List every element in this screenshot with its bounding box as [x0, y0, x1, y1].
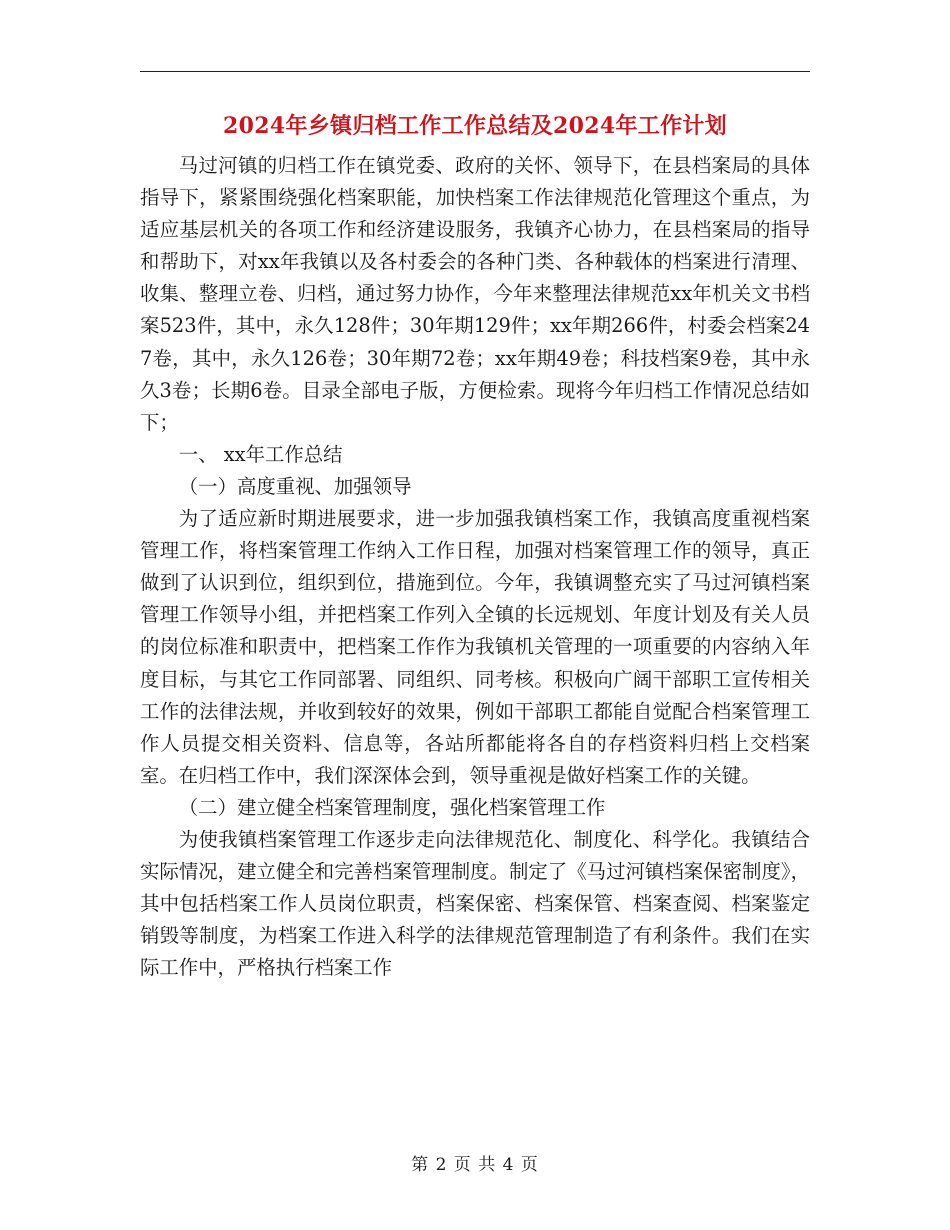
- top-rule: [140, 71, 810, 72]
- document-title: 2024年乡镇归档工作工作总结及2024年工作计划: [223, 113, 727, 139]
- document-body: [140, 150, 810, 984]
- page-number-footer: 第 2 页 共 4 页: [411, 1155, 539, 1175]
- paragraph-leadership: 为了适应新时期进展要求，进一步加强我镇档案工作，我镇高度重视档案管理工作，将档案管理工作纳入工作日程，加强对档案管理工作的领导，真正做到了认识到位，组织到位，措施到位。今年，我镇调整充实了马过河镇档案管理工作领导小组，并把档案工作列入全镇的长远规划、年度计划及有关人员的岗位标准和职责中，把档案工作作为我镇机关管理的一项重要的内容纳入年度目标，与其它工作同部署、同组织、同考核。积极向广阔干部职工宣传相关工作的法律法规，并收到较好的效果，例如干部职工都能自觉配合档案管理工作人员提交相关资料、信息等，各站所都能将各自的存档资料归档上交档案室。在归档工作中，我们深深体会到，领导重视是做好档案工作的关键。: [140, 507, 810, 787]
- subsection-heading-2: （二）建立健全档案管理制度，强化档案管理工作: [178, 795, 606, 819]
- subsection-heading-1: （一）高度重视、加强领导: [178, 474, 412, 498]
- section-heading-1: 一、 xx年工作总结: [178, 442, 343, 466]
- paragraph-system: 为使我镇档案管理工作逐步走向法律规范化、制度化、科学化。我镇结合实际情况，建立健全和完善档案管理制度。制定了《马过河镇档案保密制度》，其中包括档案工作人员岗位职责，档案保密、档案保管、档案查阅、档案鉴定销毁等制度，为档案工作进入科学的法律规范管理制造了有利条件。我们在实际工作中，严格执行档案工作: [140, 827, 810, 980]
- paragraph-intro: 马过河镇的归档工作在镇党委、政府的关怀、领导下，在县档案局的具体指导下，紧紧围绕强化档案职能，加快档案工作法律规范化管理这个重点，为适应基层机关的各项工作和经济建设服务，我镇齐心协力，在县档案局的指导和帮助下，对xx年我镇以及各村委会的各种门类、各种载体的档案进行清理、收集、整理立卷、归档，通过努力协作，今年来整理法律规范xx年机关文书档案523件，其中，永久128件；30年期129件；xx年期266件，村委会档案247卷，其中，永久126卷；30年期72卷；xx年期49卷；科技档案9卷，其中永久3卷；长期6卷。目录全部电子版，方便检索。现将今年归档工作情况总结如下；: [140, 154, 810, 434]
